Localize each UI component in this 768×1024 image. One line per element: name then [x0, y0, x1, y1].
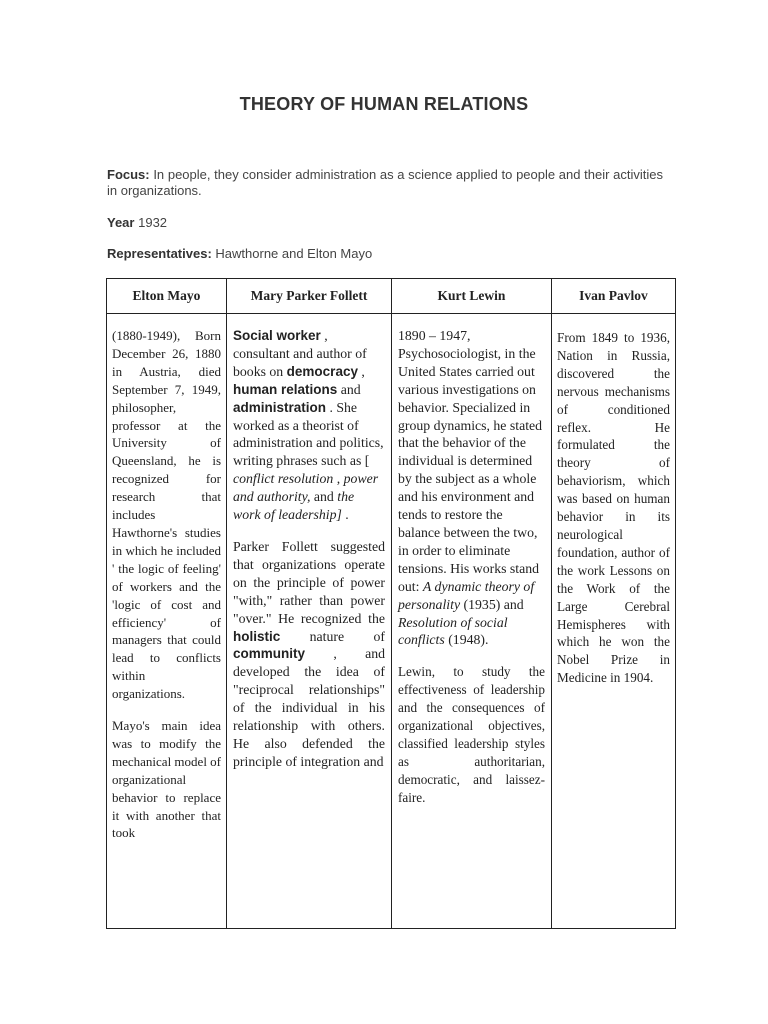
- follett-social-worker: Social worker: [233, 328, 321, 343]
- follett-administration: administration: [233, 399, 327, 415]
- follett-text: ,: [357, 363, 365, 379]
- follett-democracy: democracy: [286, 363, 358, 379]
- follett-conflict-resolution: conflict resolution: [233, 471, 334, 487]
- follett-text: and: [310, 489, 338, 505]
- follett-text: . She worked as a theorist of administration and politics, writing phrases such as [: [233, 399, 384, 469]
- lewin-work-social-conflicts: Resolution of social conflicts: [398, 614, 508, 648]
- lewin-text: 1890 – 1947, Psychosociologist, in the United States carried out various investigations on behavior. Specialized in group dynamics, he stated that the behavior of the individual is determined by the subject as a whole and his environment and tends to restore the balance between the two, in order to eliminate tensions. His works stand out:: [398, 328, 543, 594]
- lewin-text: (1948).: [444, 632, 489, 648]
- follett-text: nature of: [280, 628, 385, 644]
- follett-work-leadership: the work of leadership]: [233, 489, 355, 523]
- header-elton-mayo: Elton Mayo: [107, 279, 227, 314]
- cell-ivan-pavlov: [552, 314, 676, 929]
- lewin-work-dynamic-theory: A dynamic theory of personality: [398, 578, 535, 612]
- follett-power-authority: power and authority,: [233, 471, 379, 505]
- header-ivan-pavlov: Ivan Pavlov: [552, 279, 676, 314]
- header-mary-parker-follett: Mary Parker Follett: [227, 279, 392, 314]
- pavlov-bio: From 1849 to 1936, Nation in Russia, discovered the nervous mechanisms of conditioned reflex. He formulated the theory of behaviorism, which was based on human behavior in its neurological foundation, author of the work Lessons on the Work of the Large Cerebral Hemispheres with which he won the Nobel Prize in Medicine in 1904.: [557, 330, 670, 686]
- follett-text: and: [337, 381, 361, 397]
- follett-bio: [233, 327, 385, 524]
- follett-text: , consultant and author of books on: [233, 328, 367, 379]
- header-kurt-lewin: Kurt Lewin: [392, 279, 552, 314]
- mayo-main-idea: Mayo's main idea was to modify the mechanical model of organizational behavior to replace it with another that took: [112, 718, 222, 841]
- representatives-value: Hawthorne and Elton Mayo: [215, 246, 373, 261]
- page-title: THEORY OF HUMAN RELATIONS: [239, 94, 529, 114]
- lewin-bio: [398, 327, 545, 649]
- lewin-text: (1935) and: [460, 596, 524, 612]
- follett-text: .: [341, 507, 349, 523]
- representatives-table: [106, 278, 676, 929]
- focus-text: In people, they consider administration as a science applied to people and their activities in organizations.: [107, 167, 663, 198]
- year-label: Year: [107, 215, 135, 230]
- follett-text: , and developed the idea of "reciprocal relationships" of the individual in his relationship with others. He also defended the principle of integration and: [233, 646, 385, 769]
- follett-text: ,: [333, 471, 344, 487]
- year-value: 1932: [138, 215, 168, 230]
- year-line: [107, 215, 663, 231]
- cell-elton-mayo: [107, 314, 227, 929]
- representatives-label: Representatives:: [107, 246, 212, 261]
- table-body-row: [107, 314, 676, 929]
- mayo-bio: (1880-1949), Born December 26, 1880 in Austria, died September 7, 1949, philosopher, professor at the University of Queensland, he is recognized for research that includes Hawthorne's studies in which he included ' the logic of feeling' of workers and the 'logic of cost and efficiency' of managers that could lead to conflicts within organizations.: [112, 328, 221, 702]
- follett-human-relations: human relations: [233, 381, 338, 397]
- follett-community: community: [233, 646, 306, 662]
- representatives-line: [107, 246, 663, 262]
- cell-kurt-lewin: [392, 314, 552, 929]
- focus-line: [107, 167, 663, 199]
- follett-text: Parker Follett suggested that organizations operate on the principle of power "with," rather than power "over." He recognized the: [233, 538, 385, 626]
- follett-power-with: [233, 538, 385, 771]
- focus-label: Focus:: [107, 167, 150, 182]
- follett-holistic: holistic: [233, 628, 281, 644]
- cell-mary-parker-follett: [227, 314, 392, 929]
- table-header-row: [107, 279, 676, 314]
- lewin-leadership: Lewin, to study the effectiveness of leadership and the consequences of organizational objectives, classified leadership styles as authoritarian, democratic, and laissez-faire.: [398, 664, 545, 805]
